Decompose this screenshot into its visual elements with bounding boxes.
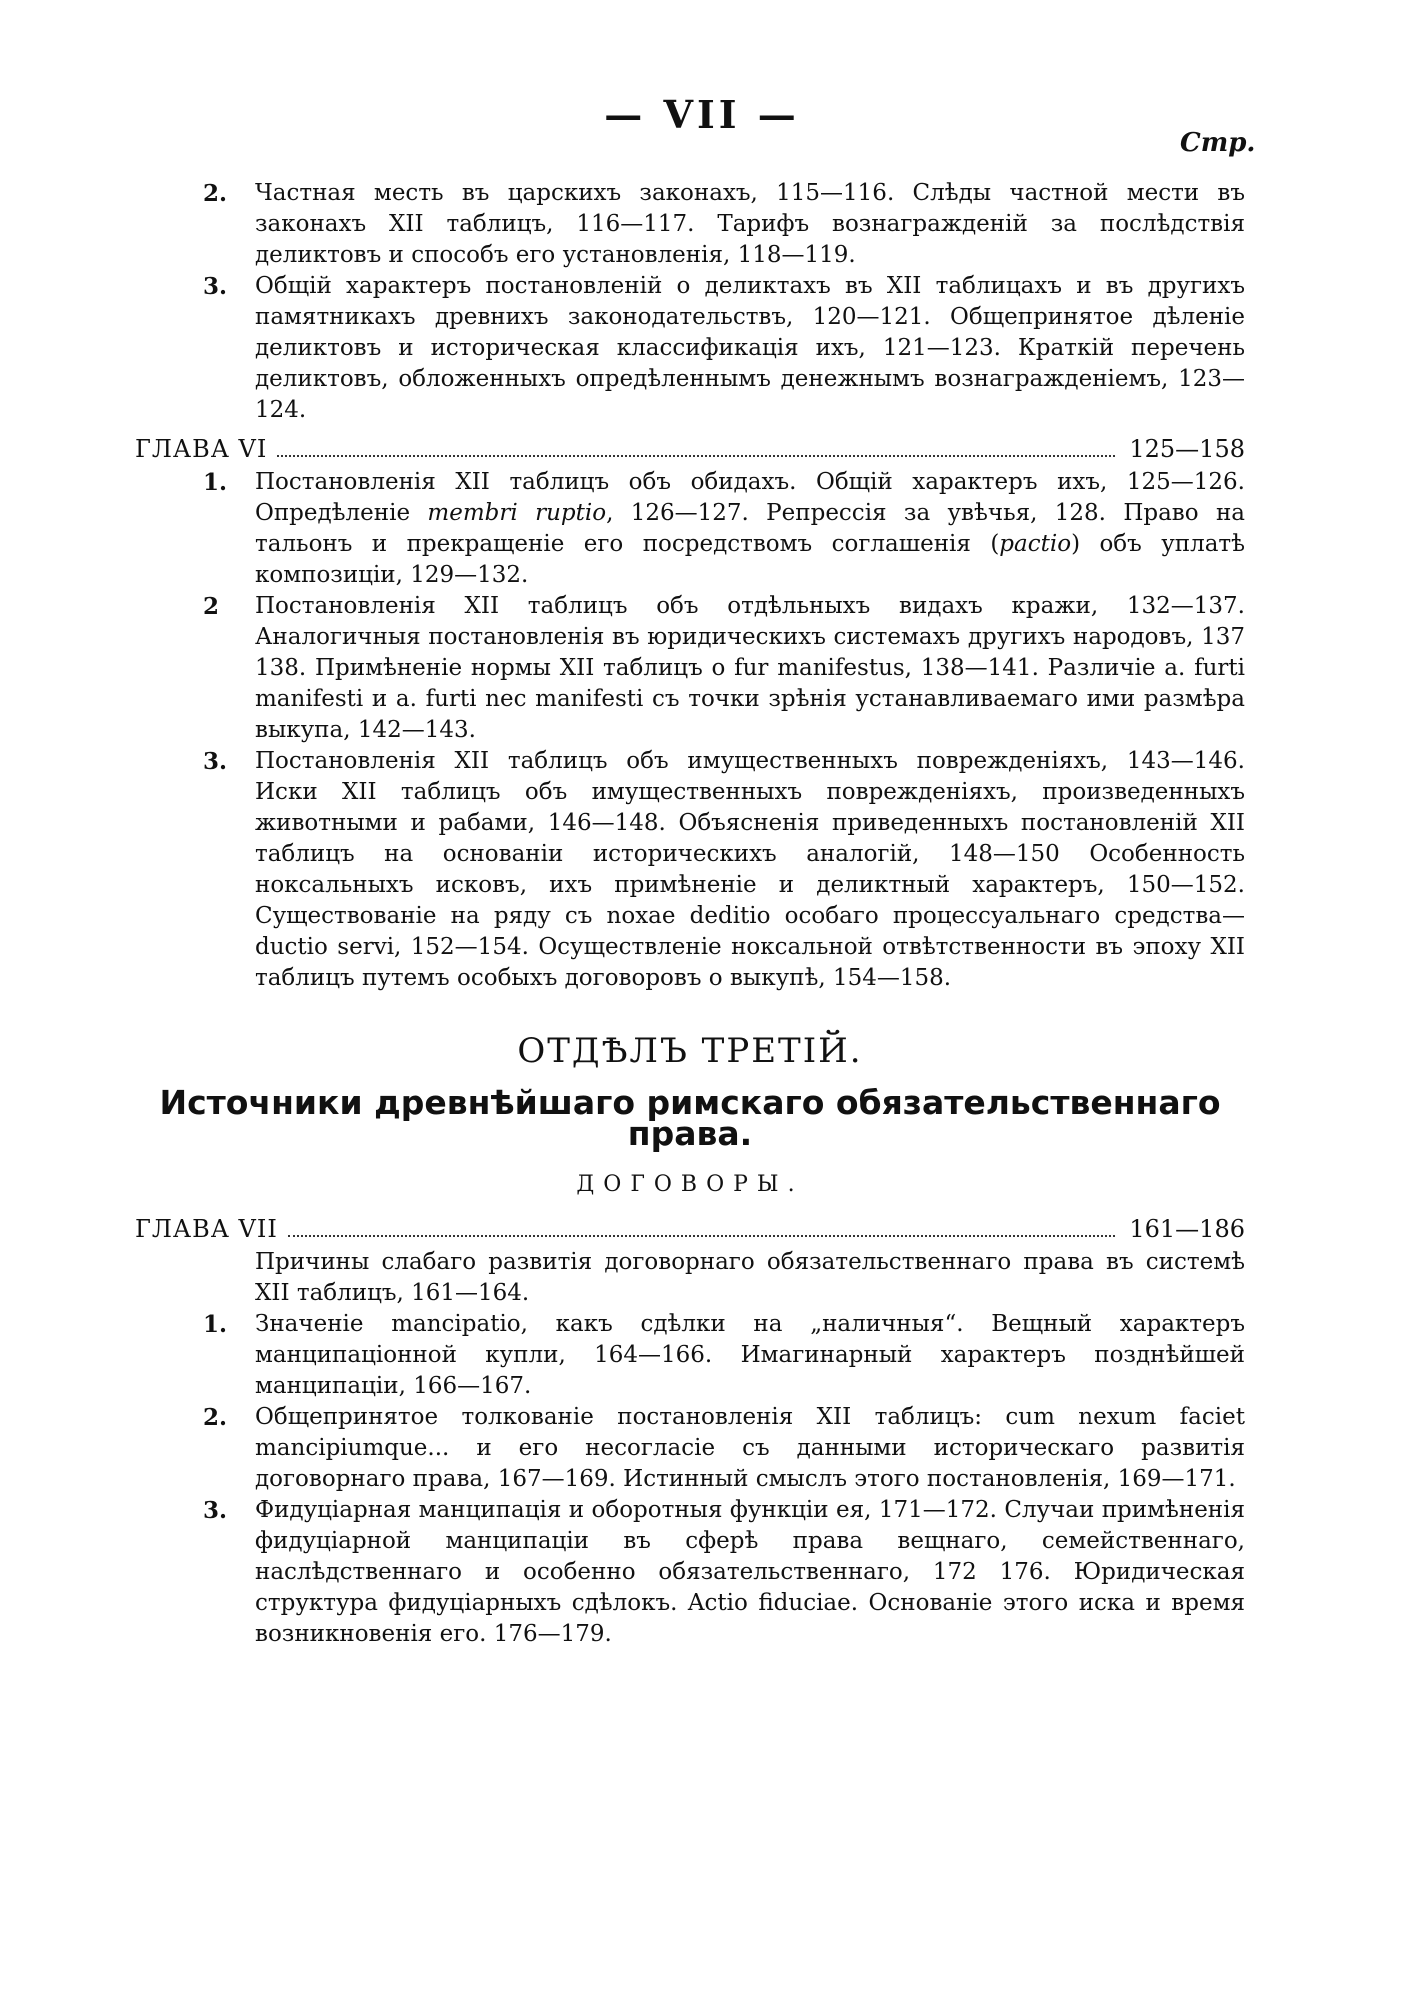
entry-number: 2.: [203, 180, 228, 207]
entry-text: Частная месть въ царскихъ законахъ, 115—116. Слѣды частной мести въ законахъ XII таблицъ, 116—117. Тарифъ вознагражденій за послѣдствія деликтовъ и способъ его установленія, 118—119.: [255, 180, 1245, 268]
page-column-label: Стр.: [1180, 128, 1256, 158]
page-number: — VII —: [604, 92, 800, 137]
chapter-heading-vi: [135, 434, 1245, 465]
entry-text: Постановленія XII таблицъ объ обидахъ. Общій характеръ ихъ, 125—126. Опредѣленіе: [255, 469, 1245, 526]
entry-number: 2.: [203, 1404, 228, 1431]
leader-dots: [288, 1235, 1116, 1237]
entry-text: Постановленія XII таблицъ объ имущественныхъ поврежденіяхъ, 143—146. Иски XII таблицъ объ имущественныхъ поврежденіяхъ, произведенныхъ животными и рабами, 146—148. Объясненія приведенныхъ постановленій XII таблицъ на основаніи историческихъ аналогій, 148—150 Особенность ноксальныхъ исковъ, ихъ примѣненіе и деликтный характеръ, 150—152. Существованіе на ряду съ noxae deditio особаго процессуальнаго средства—ductio servi, 152—154. Осуществленіе ноксальной отвѣтственности въ эпоху XII таблицъ путемъ особыхъ договоровъ о выкупѣ, 154—158.: [255, 748, 1245, 991]
entry-text: Постановленія XII таблицъ объ отдѣльныхъ видахъ кражи, 132—137. Аналогичныя постановленія въ юридическихъ системахъ другихъ народовъ, 137 138. Примѣненіе нормы XII таблицъ о fur manifestus, 138—141. Различіе a. furti manifesti и a. furti nec manifesti съ точки зрѣнія устанавливаемаго ими размѣра выкупа, 142—143.: [255, 593, 1245, 743]
chapter-page-range: 125—158: [1129, 435, 1245, 463]
entry-number: 1.: [203, 469, 228, 496]
entry-text: Значеніе mancipatio, какъ сдѣлки на „наличныя“. Вещный характеръ манципаціонной купли, 164—166. Имагинарный характеръ позднѣйшей манципаціи, 166—167.: [255, 1311, 1245, 1399]
toc-entry: [195, 746, 1245, 994]
toc-entry: [195, 178, 1245, 271]
chapter-title: ГЛАВА VI: [135, 435, 268, 463]
chapter-page-range: 161—186: [1129, 1215, 1245, 1243]
section-title: ОТДѢЛЪ ТРЕТІЙ.: [517, 1031, 863, 1071]
entry-number: 2: [203, 593, 220, 620]
chapter-intro: Причины слабаго развитія договорнаго обязательственнаго права въ системѣ XII таблицъ, 161—164.: [255, 1249, 1245, 1306]
entry-number: 3.: [203, 748, 228, 775]
entry-number: 1.: [203, 1311, 228, 1338]
section-subtitle: Источники древнѣйшаго римскаго обязательственнаго права.: [159, 1083, 1221, 1153]
toc-entry: [195, 271, 1245, 426]
table-of-contents: [135, 178, 1245, 1650]
entry-number: 3.: [203, 273, 228, 300]
entry-text-italic: pactio: [999, 531, 1072, 557]
section-subsubtitle: ДОГОВОРЫ.: [576, 1172, 804, 1197]
toc-entry: [195, 1402, 1245, 1495]
toc-entry: [195, 1309, 1245, 1402]
chapter-title: ГЛАВА VII: [135, 1215, 278, 1243]
toc-entry: [195, 591, 1245, 746]
toc-entry: [195, 1495, 1245, 1650]
chapter-heading-vii: [135, 1214, 1245, 1245]
entry-text: Фидуціарная манципація и оборотныя функціи ея, 171—172. Случаи примѣненія фидуціарной манципаціи въ сферѣ права вещнаго, семейственнаго, наслѣдственнаго и особенно обязательственнаго, 172 176. Юридическая структура фидуціарныхъ сдѣлокъ. Actio fiduciae. Основаніе этого иска и время возникновенія его. 176—179.: [255, 1497, 1245, 1647]
entry-text: Общепринятое толкованіе постановленія XII таблицъ: cum nexum faciet mancipiumque... и его несогласіе съ данными историческаго развитія договорнаго права, 167—169. Истинный смыслъ этого постановленія, 169—171.: [255, 1404, 1245, 1492]
entry-text: Общій характеръ постановленій о деликтахъ въ XII таблицахъ и въ другихъ памятникахъ древнихъ законодательствъ, 120—121. Общепринятое дѣленіе деликтовъ и историческая классификація ихъ, 121—123. Краткій перечень деликтовъ, обложенныхъ опредѣленнымъ денежнымъ вознагражденіемъ, 123—124.: [255, 273, 1245, 423]
toc-entry: [195, 467, 1245, 591]
leader-dots: [277, 455, 1115, 457]
entry-number: 3.: [203, 1497, 228, 1524]
entry-text: , 126—127. Репрессія за увѣчья, 128. Право на тальонъ и прекращеніе его посредствомъ соглашенія (: [255, 500, 1245, 557]
entry-text-italic: membri ruptio: [427, 500, 607, 526]
entry-text: ) объ уплатѣ композиціи, 129—132.: [255, 531, 1245, 588]
